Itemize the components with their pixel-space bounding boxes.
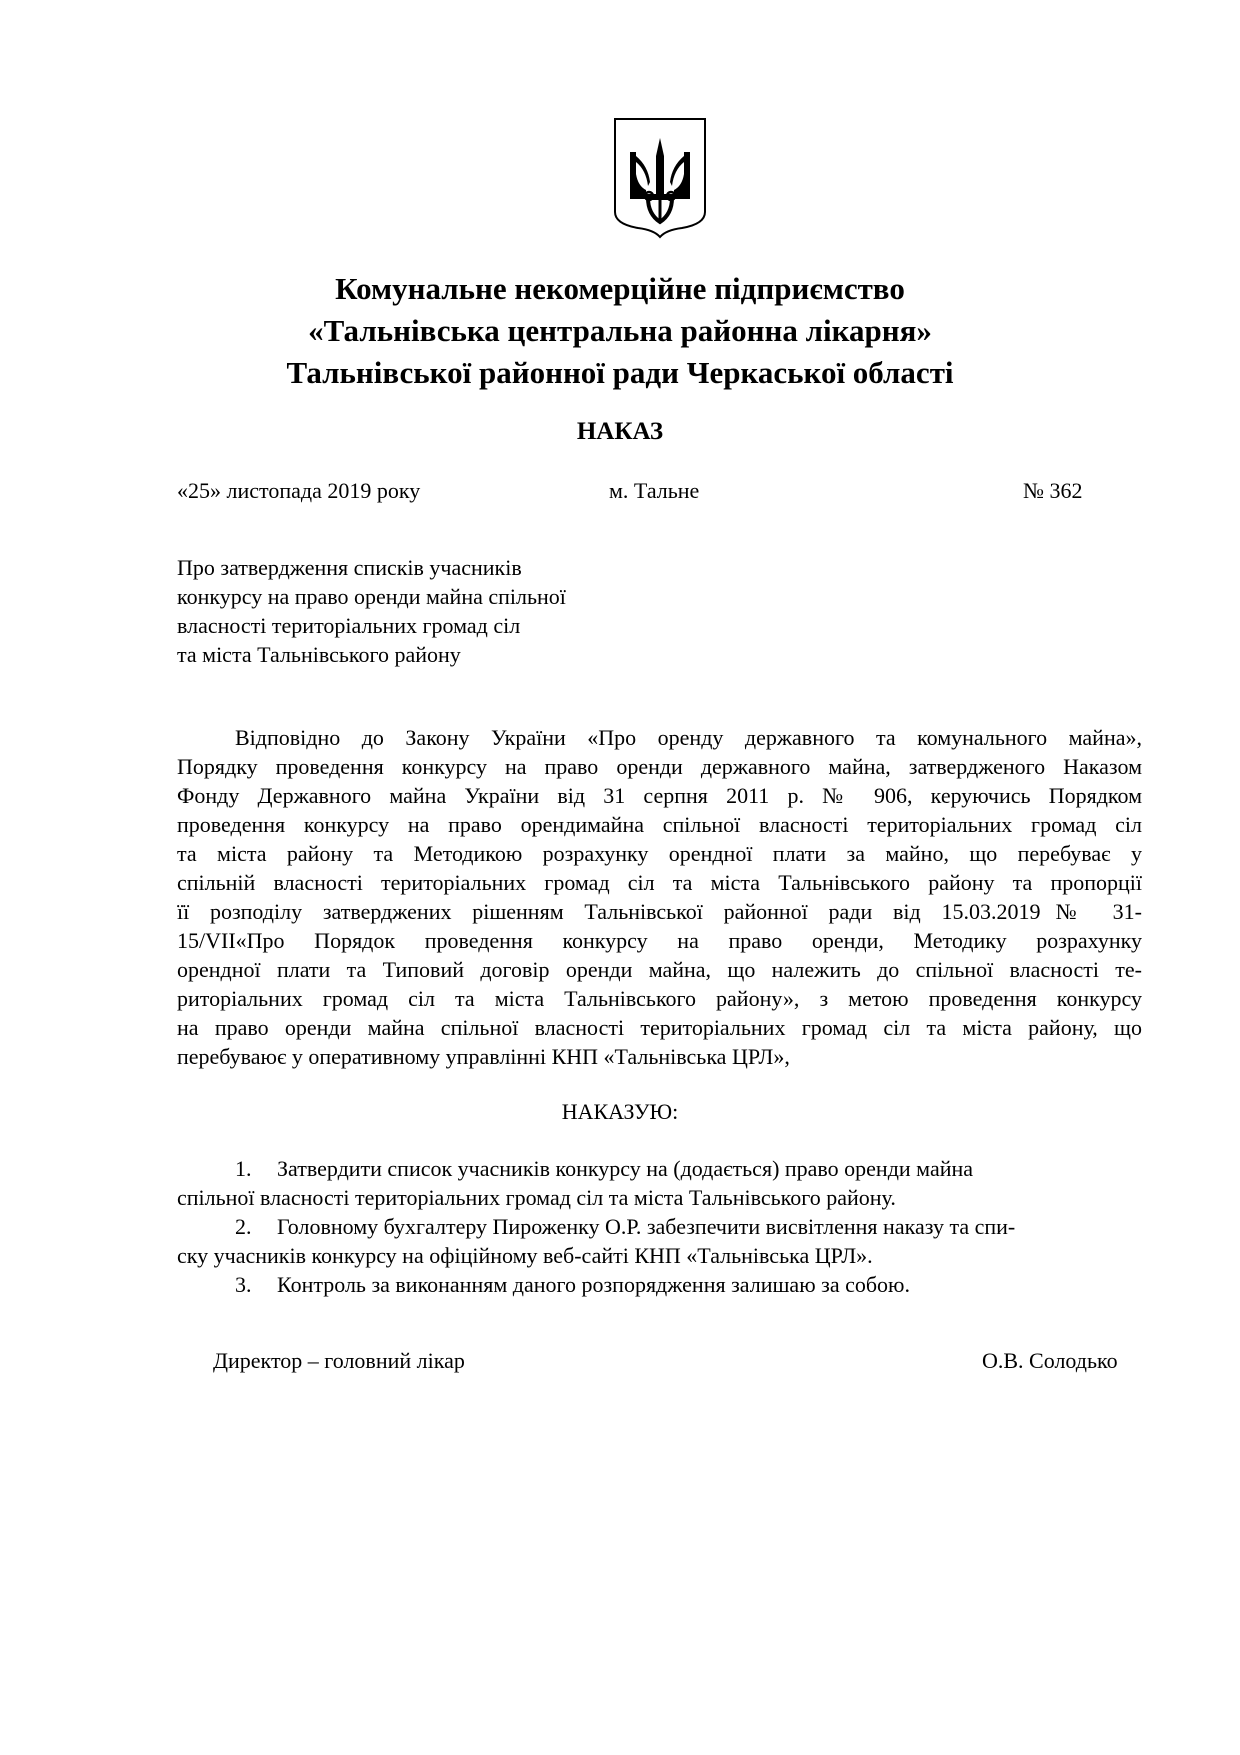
order-items-list [177,1154,1142,1299]
organization-line-3: Тальнівської районної ради Черкаської області [286,355,954,390]
subject-line: Про затвердження списків учасників [177,555,522,580]
order-number: № 362 [1023,478,1083,503]
item-continuation: спільної власності територіальних громад сіл та міста Тальнівського району. [177,1185,896,1210]
preamble-line: риторіальних громад сіл та міста Тальнівського району», з метою проведення конкурсу [177,986,1142,1011]
preamble-line: 15/VII«Про Порядок проведення конкурсу на право оренди, Методику розрахунку [177,928,1142,953]
item-continuation: ску учасників конкурсу на офіційному веб-сайті КНП «Тальнівська ЦРЛ». [177,1243,873,1268]
item-text: Затвердити список учасників конкурсу на (додається) право оренди майна [277,1156,974,1181]
list-item-3 [177,1270,1142,1299]
subject-line: конкурсу на право оренди майна спільної [177,584,566,609]
signatory-position: Директор – головний лікар [213,1348,465,1373]
item-text: Контроль за виконанням даного розпорядження залишаю за собою. [277,1272,910,1297]
list-item-1 [177,1154,1142,1183]
item-number: 1. [235,1156,252,1181]
preamble-line: орендної плати та Типовий договір оренди майна, що належить до спільної власності те- [177,957,1142,982]
order-city: м. Тальне [609,478,700,503]
order-date: «25» листопада 2019 року [177,478,421,503]
item-text: Головному бухгалтеру Пироженку О.Р. забезпечити висвітлення наказу та спи- [277,1214,1016,1239]
subject-line: власності територіальних громад сіл [177,613,521,638]
signatory-name: О.В. Солодько [982,1348,1118,1373]
document-title: НАКАЗ [576,418,664,445]
item-number: 2. [235,1214,252,1239]
preamble-line: перебуваює у оперативному управлінні КНП «Тальнівська ЦРЛ», [177,1044,790,1069]
item-number: 3. [235,1272,252,1297]
order-directive-heading: НАКАЗУЮ: [561,1099,679,1124]
preamble-line: її розподілу затверджених рішенням Тальнівської районної ради від 15.03.2019№ 31- [177,899,1142,924]
preamble-line: Відповідно до Закону України «Про оренду державного та комунального майна», [235,725,1142,750]
preamble-line: Порядку проведення конкурсу на право оренди державного майна, затвердженого Наказом [177,754,1142,779]
coat-of-arms-icon [612,116,708,240]
organization-line-1: Комунальне некомерційне підприємство [335,271,905,306]
preamble-line: Фонду Державного майна України від 31 серпня 2011 р. № 906, керуючись Порядком [177,783,1142,808]
subject-line: та міста Тальнівського району [177,642,461,667]
organization-header [0,268,1240,394]
preamble-line: та міста району та Методикою розрахунку орендної плати за майно, що перебуває у [177,841,1142,866]
preamble-line: проведення конкурсу на право орендимайна спільної власності територіальних громад сіл [177,812,1142,837]
preamble-line: спільній власності територіальних громад сіл та міста Тальнівського району та пропорції [177,870,1142,895]
organization-line-2: «Тальнівська центральна районна лікарня» [308,313,932,348]
preamble-paragraph [177,723,1142,1071]
preamble-line: на право оренди майна спільної власності територіальних громад сіл та міста району, що [177,1015,1142,1040]
order-subject [177,553,566,669]
list-item-2 [177,1212,1142,1241]
